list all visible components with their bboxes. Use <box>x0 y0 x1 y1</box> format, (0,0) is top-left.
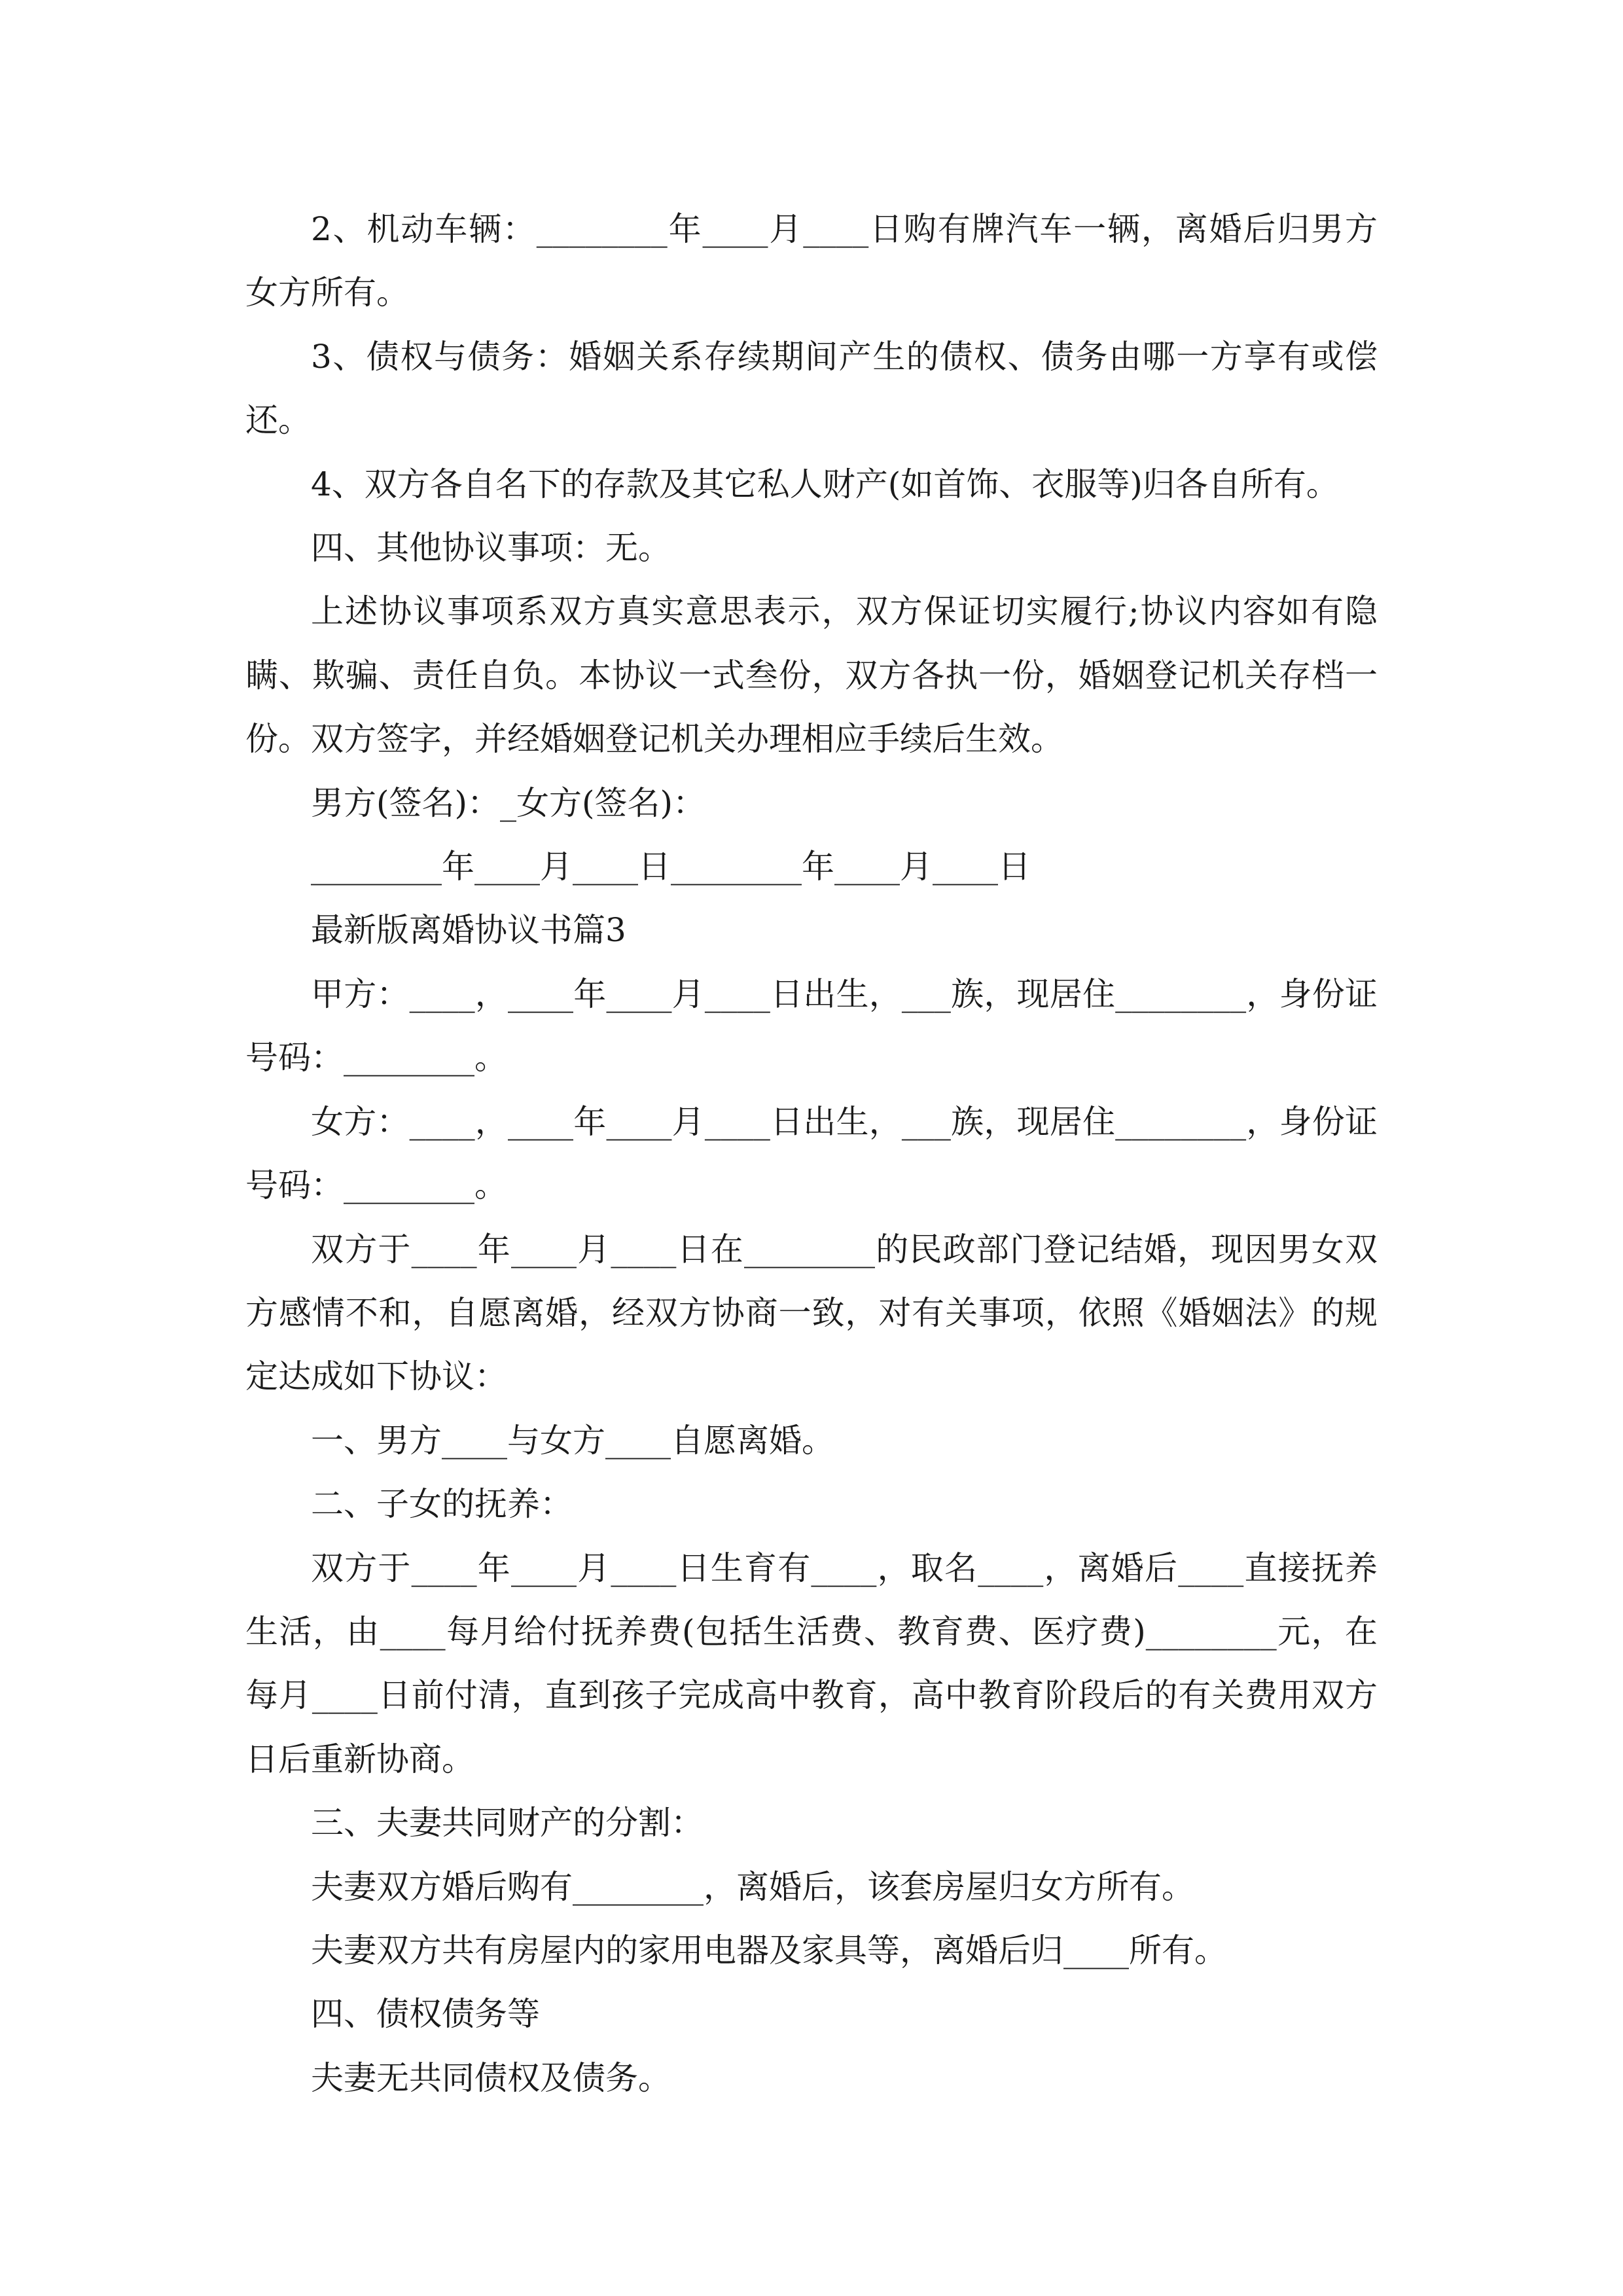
marriage-registration-intro: 双方于____年____月____日在________的民政部门登记结婚，现因男女双方感情不和，自愿离婚，经双方协商一致，对有关事项，依照《婚姻法》的规定达成如下协议： <box>245 1230 1378 1396</box>
document-body <box>245 198 1378 2110</box>
section-title-agreement-3: 最新版离婚协议书篇3 <box>311 911 626 950</box>
party-a-info: 甲方：____，____年____月____日出生，___族，现居住________，身份证号码：________。 <box>245 975 1378 1077</box>
clause-effectiveness: 上述协议事项系双方真实意思表示，双方保证切实履行;协议内容如有隐瞒、欺骗、责任自负。本协议一式叁份，双方各执一份，婚姻登记机关存档一份。双方签字，并经婚姻登记机关办理相应手续后生效。 <box>245 592 1378 759</box>
clause-voluntary-divorce: 一、男方____与女方____自愿离婚。 <box>311 1421 834 1460</box>
clause-child-support: 双方于____年____月____日生育有____，取名____，离婚后____直接抚养生活，由____每月给付抚养费(包括生活费、教育费、医疗费)________元，在每月____日前付清，直到孩子完成高中教育，高中教育阶段后的有关费用双方日后重新协商。 <box>245 1549 1378 1778</box>
party-b-info: 女方：____，____年____月____日出生，___族，现居住________，身份证号码：________。 <box>245 1102 1378 1205</box>
section-debts: 四、债权债务等 <box>311 1995 540 2034</box>
signature-line: 男方(签名)：_女方(签名)： <box>311 783 706 822</box>
clause-house: 夫妻双方婚后购有________，离婚后，该套房屋归女方所有。 <box>311 1867 1194 1906</box>
clause-debts: 3、债权与债务：婚姻关系存续期间产生的债权、债务由哪一方享有或偿还。 <box>245 337 1378 440</box>
clause-private-property: 4、双方各自名下的存款及其它私人财产(如首饰、衣服等)归各自所有。 <box>311 465 1339 503</box>
signature-date-line: ________年____月____日________年____月____日 <box>311 848 1031 886</box>
clause-no-common-debts: 夫妻无共同债权及债务。 <box>311 2058 671 2097</box>
section-child-custody: 二、子女的抚养： <box>311 1485 573 1524</box>
section-other-matters: 四、其他协议事项：无。 <box>311 529 671 567</box>
clause-appliances: 夫妻双方共有房屋内的家用电器及家具等，离婚后归____所有。 <box>311 1931 1227 1969</box>
section-property-division: 三、夫妻共同财产的分割： <box>311 1804 704 1842</box>
clause-motor-vehicle: 2、机动车辆：________年____月____日购有牌汽车一辆，离婚后归男方女方所有。 <box>245 210 1378 312</box>
